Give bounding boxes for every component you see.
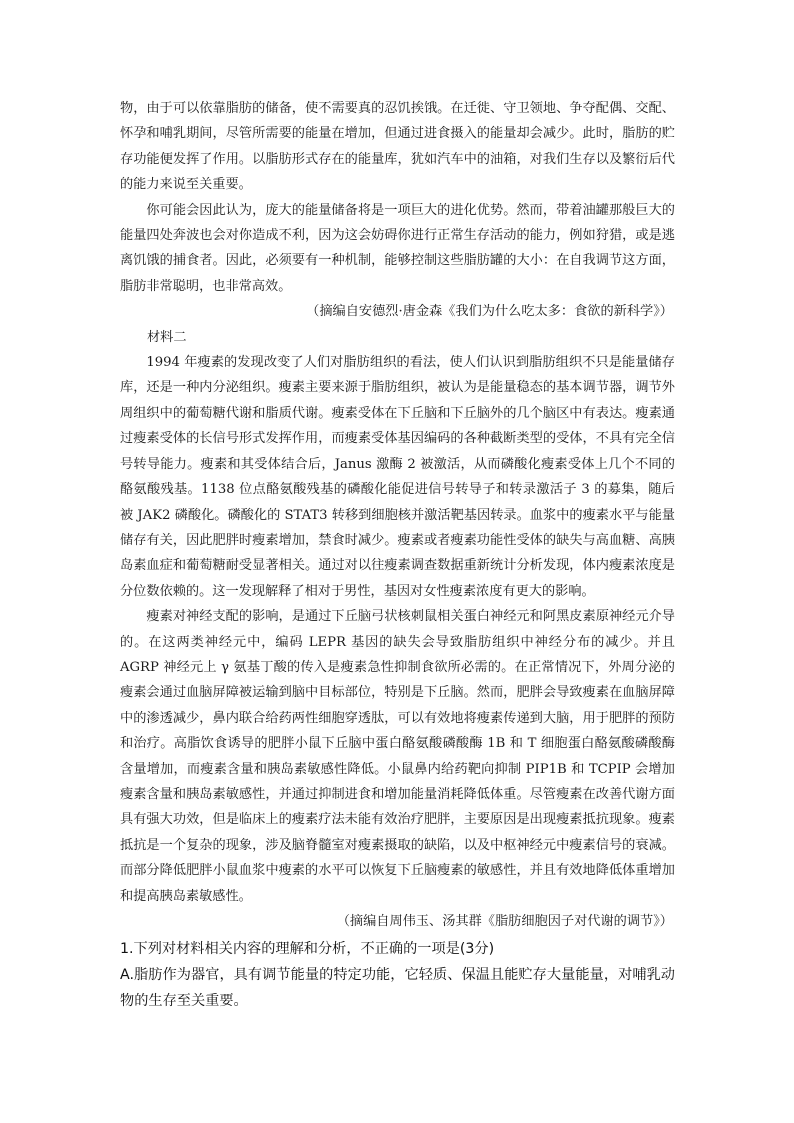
material-two-label: 材料二 [147, 329, 187, 345]
material-two-paragraph-2: 瘦素对神经支配的影响，是通过下丘脑弓状核刺鼠相关蛋白神经元和阿黑皮素原神经元介导的。在这两类神经元中，编码 LEPR 基因的缺失会导致脂肪组织中神经分布的减少。并且 AGRP 神经元上 γ 氨基丁酸的传入是瘦素急性抑制食欲所必需的。在正常情况下，外周分泌的瘦素会通过血脑屏障被运输到脑中目标部位，特别是下丘脑。然而，肥胖会导致瘦素在血脑屏障中的渗透减少，鼻内联合给药两性细胞穿透肽，可以有效地将瘦素传递到大脑，用于肥胖的预防和治疗。高脂饮食诱导的肥胖小鼠下丘脑中蛋白酪氨酸磷酸酶 1B 和 T 细胞蛋白酪氨酸磷酸酶含量增加，而瘦素含量和胰岛素敏感性降低。小鼠鼻内给药靶向抑制 PIP1B 和 TCPIP 会增加瘦素含量和胰岛素敏感性，并通过抑制进食和增加能量消耗降低体重。尽管瘦素在改善代谢方面具有强大功效，但是临床上的瘦素疗法未能有效治疗肥胖，主要原因是出现瘦素抵抗现象。瘦素抵抗是一个复杂的现象，涉及脑脊髓室对瘦素摄取的缺陷，以及中枢神经元中瘦素信号的衰减。而部分降低肥胖小鼠血浆中瘦素的水平可以恢复下丘脑瘦素的敏感性，并且有效地降低体重增加和提高胰岛素敏感性。 [120, 609, 675, 904]
question-stem: 1.下列对材料相关内容的理解和分析，不正确的一项是(3分) [120, 941, 495, 958]
document-page [120, 96, 675, 1014]
material-two-paragraph-1: 1994 年瘦素的发现改变了人们对脂肪组织的看法，使人们认识到脂肪组织不只是能量储存库，还是一种内分泌组织。瘦素主要来源于脂肪组织，被认为是能量稳态的基本调节器，调节外周组织中的葡萄糖代谢和脂质代谢。瘦素受体在下丘脑和下丘脑外的几个脑区中有表达。瘦素通过瘦素受体的长信号形式发挥作用，而瘦素受体基因编码的各种截断类型的受体，不具有完全信号转导能力。瘦素和其受体结合后，Janus 激酶 2 被激活，从而磷酸化瘦素受体上几个不同的酪氨酸残基。1138 位点酪氨酸残基的磷酸化能促进信号转导子和转录激活子 3 的募集，随后被 JAK2 磷酸化。磷酸化的 STAT3 转移到细胞核并激活靶基因转录。血浆中的瘦素水平与能量储存有关，因此肥胖时瘦素增加，禁食时减少。瘦素或者瘦素功能性受体的缺失与高血糖、高胰岛素血症和葡萄糖耐受显著相关。通过对以往瘦素调查数据重新统计分析发现，体内瘦素浓度是分位数依赖的。这一发现解释了相对于男性，基因对女性瘦素浓度有更大的影响。 [120, 355, 675, 599]
question-option-a: A.脂肪作为器官，具有调节能量的特定功能，它轻质、保温且能贮存大量能量，对哺乳动物的生存至关重要。 [120, 967, 675, 1010]
question-block [120, 936, 675, 1014]
material-two-source: （摘编自周伟玉、汤其群《脂肪细胞因子对代谢的调节》） [336, 914, 673, 929]
material-one-source: （摘编自安德烈·唐金森《我们为什么吃太多：食欲的新科学》） [306, 304, 673, 320]
material-one-paragraph-2: 你可能会因此认为，庞大的能量储备将是一项巨大的进化优势。然而，带着油罐那般巨大的能量四处奔波也会对你造成不利，因为这会妨碍你进行正常生存活动的能力，例如狩猎，或是逃离饥饿的捕食者。因此，必须要有一种机制，能够控制这些脂肪罐的大小：在自我调节这方面，脂肪非常聪明，也非常高效。 [120, 202, 675, 294]
material-one-paragraph-continued: 物，由于可以依靠脂肪的储备，使不需要真的忍饥挨饿。在迁徙、守卫领地、争夺配偶、交配、怀孕和哺乳期间，尽管所需要的能量在增加，但通过进食摄入的能量却会减少。此时，脂肪的贮存功能便发挥了作用。以脂肪形式存在的能量库，犹如汽车中的油箱，对我们生存以及繁衍后代的能力来说至关重要。 [120, 101, 675, 193]
